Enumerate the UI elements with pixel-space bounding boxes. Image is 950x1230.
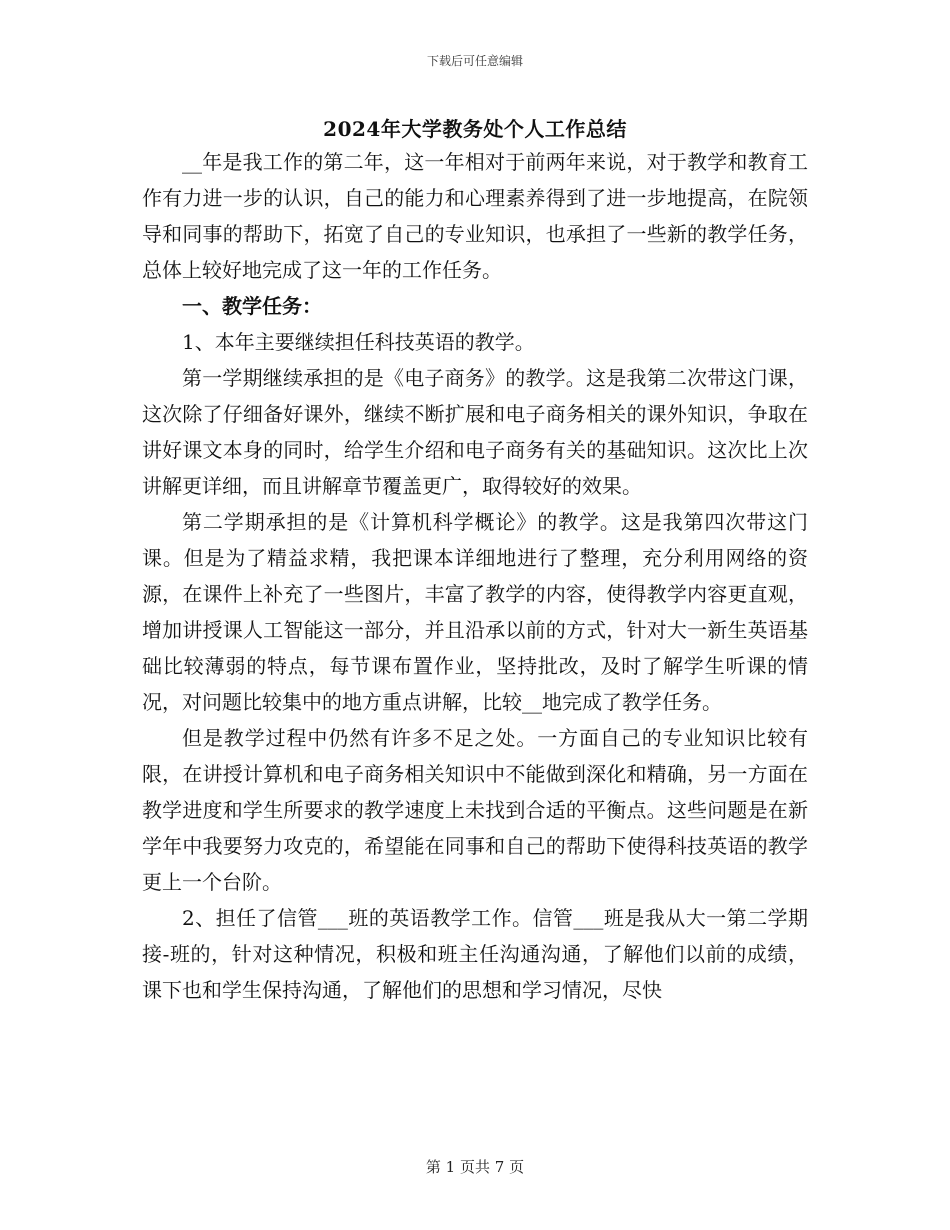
paragraph-intro: __年是我工作的第二年，这一年相对于前两年来说，对于教学和教育工作有力进一步的认识，自己的能力和心理素养得到了进一步地提高，在院领导和同事的帮助下，拓宽了自己的专业知识，也承担了一些新的教学任务，总体上较好地完成了这一年的工作任务。 bbox=[142, 150, 808, 282]
section-heading-teaching-tasks: 一、教学任务： bbox=[182, 294, 322, 318]
paragraph-first-semester: 第一学期继续承担的是《电子商务》的教学。这是我第二次带这门课，这次除了仔细备好课外，继续不断扩展和电子商务相关的课外知识，争取在讲好课文本身的同时，给学生介绍和电子商务有关的基础知识。这次比上次讲解更详细，而且讲解章节覆盖更广，取得较好的效果。 bbox=[142, 366, 808, 498]
paragraph-item-1: 1、本年主要继续担任科技英语的教学。 bbox=[182, 330, 535, 354]
page-header-note: 下载后可任意编辑 bbox=[426, 54, 523, 68]
paragraph-second-semester: 第二学期承担的是《计算机科学概论》的教学。这是我第四次带这门课。但是为了精益求精，我把课本详细地进行了整理，充分利用网络的资源，在课件上补充了一些图片，丰富了教学的内容，使得教学内容更直观，增加讲授课人工智能这一部分，并且沿承以前的方式，针对大一新生英语基础比较薄弱的特点，每节课布置作业，坚持批改，及时了解学生听课的情况，对问题比较集中的地方重点讲解，比较__地完成了教学任务。 bbox=[142, 510, 808, 714]
page-number: 第 1 页共 7 页 bbox=[425, 1158, 525, 1176]
paragraph-shortcomings: 但是教学过程中仍然有许多不足之处。一方面自己的专业知识比较有限，在讲授计算机和电子商务相关知识中不能做到深化和精确，另一方面在教学进度和学生所要求的教学速度上未找到合适的平衡点。这些问题是在新学年中我要努力攻克的，希望能在同事和自己的帮助下使得科技英语的教学更上一个台阶。 bbox=[142, 726, 808, 894]
paragraph-item-2: 2、担任了信管___班的英语教学工作。信管___班是我从大一第二学期接-班的，针对这种情况，积极和班主任沟通沟通，了解他们以前的成绩，课下也和学生保持沟通，了解他们的思想和学习情况，尽快 bbox=[142, 906, 808, 1002]
document-body bbox=[142, 144, 808, 1008]
document-title: 2024年大学教务处个人工作总结 bbox=[323, 117, 627, 141]
